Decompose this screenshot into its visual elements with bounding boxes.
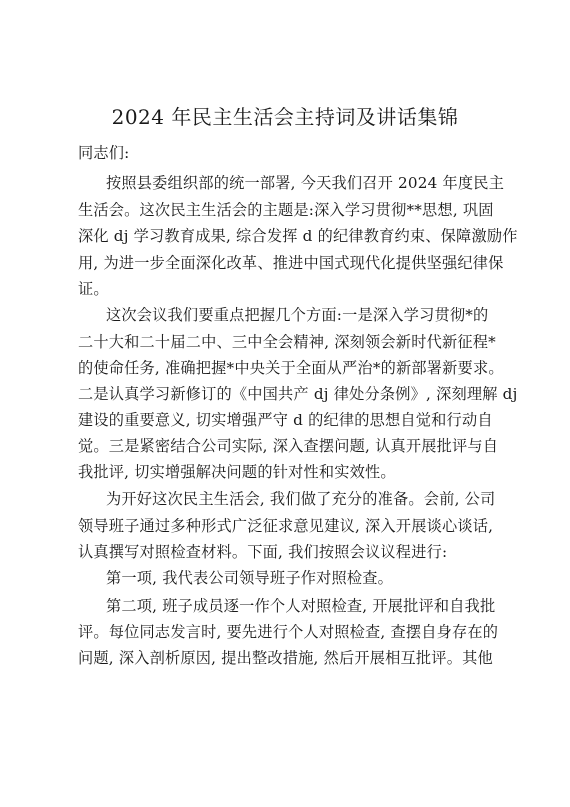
body-line: 觉。三是紧密结合公司实际, 深入查摆问题, 认真开展批评与自 xyxy=(78,437,499,455)
body-line: 生活会。这次民主生活会的主题是:深入学习贯彻**思想, 巩固 xyxy=(78,201,494,219)
body-line: 认真撰写对照检查材料。下面, 我们按照会议议程进行: xyxy=(78,543,448,561)
body-line: 用, 为进一步全面深化改革、推进中国式现代化提供坚强纪律保 xyxy=(78,254,504,272)
salutation-line: 同志们: xyxy=(78,144,130,162)
body-line: 二是认真学习新修订的《中国共产 dj 律处分条例》, 深刻理解 dj xyxy=(78,385,518,403)
body-line: 这次会议我们要重点把握几个方面:一是深入学习贯彻*的 xyxy=(106,306,489,324)
body-line: 建设的重要意义, 切实增强严守 d 的纪律的思想自觉和行动自 xyxy=(78,411,493,429)
body-line: 二十大和二十届二中、三中全会精神, 深刻领会新时代新征程* xyxy=(78,333,496,351)
body-line: 第一项, 我代表公司领导班子作对照检查。 xyxy=(106,569,394,587)
body-line: 问题, 深入剖析原因, 提出整改措施, 然后开展相互批评。其他 xyxy=(78,649,493,667)
body-line: 为开好这次民主生活会, 我们做了充分的准备。会前, 公司 xyxy=(106,490,496,508)
body-line: 我批评, 切实增强解决问题的针对性和实效性。 xyxy=(78,463,396,481)
body-line: 领导班子通过多种形式广泛征求意见建议, 深入开展谈心谈话, xyxy=(78,517,494,535)
body-line: 评。每位同志发言时, 要先进行个人对照检查, 查摆自身存在的 xyxy=(78,623,499,641)
body-line: 的使命任务, 准确把握*中央关于全面从严治*的新部署新要求。 xyxy=(78,359,504,377)
body-line: 第二项, 班子成员逐一作个人对照检查, 开展批评和自我批 xyxy=(106,597,496,615)
body-line: 深化 dj 学习教育成果, 综合发挥 d 的纪律教育约束、保障激励作 xyxy=(78,227,518,245)
body-line: 证。 xyxy=(78,280,109,298)
document-title: 2024 年民主生活会主持词及讲话集锦 xyxy=(111,105,459,129)
body-line: 按照县委组织部的统一部署, 今天我们召开 2024 年度民主 xyxy=(106,174,505,192)
